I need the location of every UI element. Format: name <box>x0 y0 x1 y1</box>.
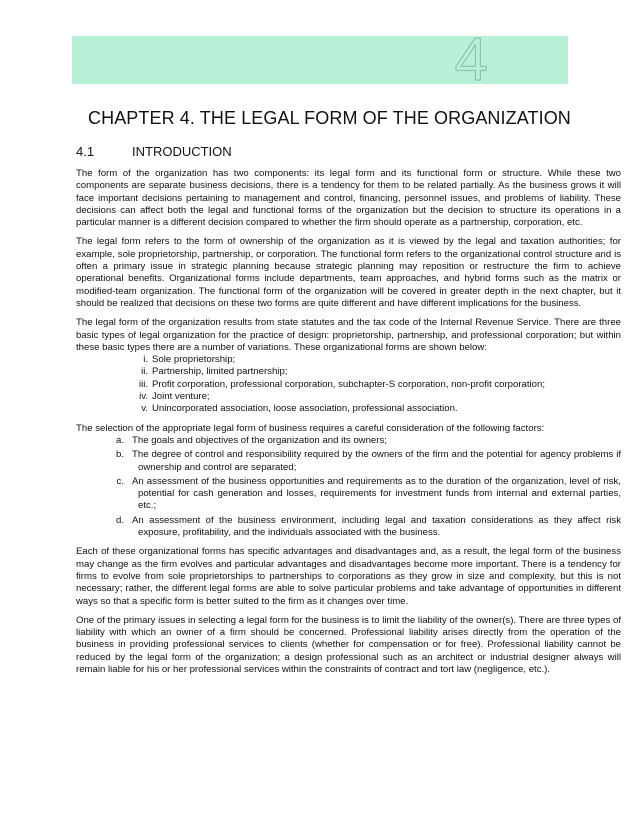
list-marker: c. <box>116 475 124 487</box>
list-item-text: Partnership, limited partnership; <box>152 366 288 378</box>
chapter-banner <box>72 26 568 93</box>
section-title: INTRODUCTION <box>132 144 232 159</box>
list-item <box>134 354 621 366</box>
chapter-title: CHAPTER 4. THE LEGAL FORM OF THE ORGANIZATION <box>88 108 571 128</box>
list-item <box>134 379 621 391</box>
list-marker: iv. <box>139 391 148 403</box>
chapter-number: 4 <box>454 26 488 93</box>
list-marker: i. <box>143 354 148 366</box>
list-item <box>134 366 621 378</box>
list-marker: v. <box>141 403 148 415</box>
list-item-text: An assessment of the business opportunities and requirements as to the duration of the organization, level of risk, potential for cash generation and losses, requirements for investment funds from internal and external parties, etc.; <box>132 475 621 512</box>
list-marker: a. <box>115 434 124 446</box>
list-marker: iii. <box>138 378 148 390</box>
list-item <box>134 403 621 415</box>
selection-factors-list <box>76 435 621 539</box>
paragraph: The form of the organization has two components: its legal form and its functional form or structure. While these two components are separate business decisions, there is a tendency for them to be related partially. As the business grows it will face important decisions pertaining to management and control, financing, personnel issues, and problems of liability. These decisions can affect both the legal and functional forms of the organization but the decision to structure its operations in a particular manner is a different decision compared to whether the firm should operate as a partnership, corporation, etc. <box>76 168 621 229</box>
paragraph: The legal form of the organization results from state statutes and the tax code of the Internal Revenue Service. There are three basic types of legal organization for the practice of design: proprietorship, partnership, and professional corporation; but within these basic types there are a number of variations. These organizational forms are shown below: <box>76 317 621 353</box>
paragraph: Each of these organizational forms has specific advantages and disadvantages and, as a result, the legal form of the business may change as the firm evolves and particular advantages and disadvantages become more important. There is a tendency for firms to evolve from sole proprietorships to partnerships to corporations as they grow in size and complexity, but this is not necessary; rather, the different legal forms are able to solve particular problems and take advantage of opportunities in different ways so that a specific form is better suited to the firm as it changes over time. <box>76 546 621 607</box>
body-text <box>76 168 621 683</box>
list-item <box>112 515 621 540</box>
list-item <box>134 391 621 403</box>
paragraph: One of the primary issues in selecting a legal form for the business is to limit the liability of the owner(s). There are three types of liability with which an owner of a firm should be concerned. Professional liability arises directly from the operation of the business in providing professional services to clients (whether for compensation or for free). Professional liability cannot be reduced by the legal form of the organization; a design professional such as an architect or industrial designer always will remain liable for his or her professional services within the constraints of contract and tort law (negligence, etc.). <box>76 614 621 675</box>
list-item <box>112 449 621 474</box>
list-marker: d. <box>115 514 124 526</box>
list-item-text: The degree of control and responsibility required by the owners of the firm and the potential for agency problems if ownership and control are separated; <box>132 449 621 473</box>
list-item-text: Profit corporation, professional corporation, subchapter-S corporation, non-profit corporation; <box>152 378 546 390</box>
list-item <box>112 435 621 447</box>
list-marker: b. <box>115 449 124 461</box>
list-item-text: An assessment of the business environment, including legal and taxation considerations as they affect risk exposure, profitability, and the individuals associated with the business. <box>132 514 621 539</box>
list-item-text: Joint venture; <box>152 391 210 403</box>
section-heading <box>76 144 232 159</box>
list-item <box>112 476 621 513</box>
paragraph: The selection of the appropriate legal form of business requires a careful consideration of the following factors: <box>76 422 545 434</box>
section-number: 4.1 <box>76 144 95 159</box>
list-item-text: Sole proprietorship; <box>152 354 236 366</box>
list-marker: ii. <box>141 366 148 378</box>
paragraph: The legal form refers to the form of ownership of the organization as it is viewed by the legal and taxation authorities; for example, sole proprietorship, partnership, or corporation. The functional form refers to the organizational control structure and is often a primary issue in strategic planning because strategic planning may reposition or restructure the firm to achieve operational benefits. Organizational forms include departments, team approaches, and hybrid forms such as the matrix or modified-team organization. The functional form of the organization will be covered in greater depth in the next chapter, but it should be realized that decisions on these two forms are quite different and have different implications for the business. <box>76 236 621 309</box>
organizational-forms-list <box>76 354 621 415</box>
list-item-text: Unincorporated association, loose association, professional association. <box>152 403 458 415</box>
list-item-text: The goals and objectives of the organization and its owners; <box>132 434 387 446</box>
